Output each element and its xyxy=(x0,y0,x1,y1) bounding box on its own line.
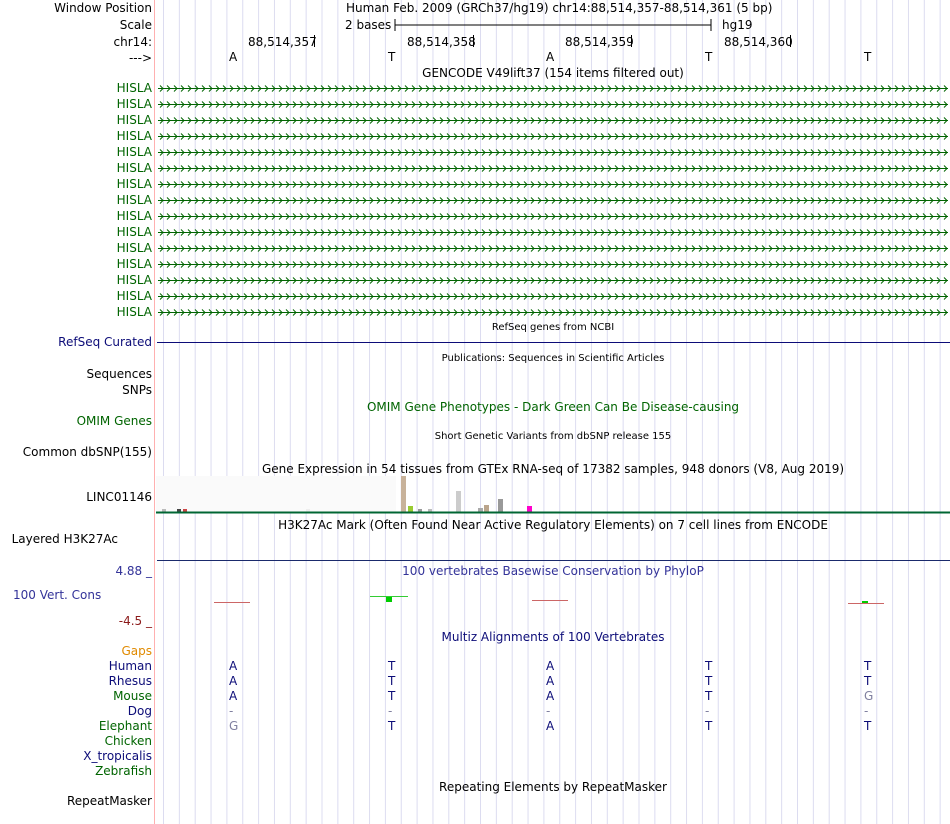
gencode-transcript-track[interactable] xyxy=(158,178,948,190)
alignment-base: - xyxy=(705,704,710,718)
ref-base-4[interactable]: T xyxy=(705,50,713,64)
position-tick-marks xyxy=(300,34,800,48)
alignment-base: G xyxy=(864,689,874,703)
gencode-item-label[interactable]: HISLA xyxy=(116,97,152,111)
alignment-base: - xyxy=(864,704,869,718)
ref-base-1[interactable]: A xyxy=(229,50,238,64)
multiz-track-title[interactable]: Multiz Alignments of 100 Vertebrates xyxy=(441,630,665,644)
ref-base-3[interactable]: A xyxy=(546,50,555,64)
dbsnp-track-title[interactable]: Short Genetic Variants from dbSNP release 155 xyxy=(434,431,672,442)
phylop-graph[interactable] xyxy=(200,594,900,608)
gencode-transcript-track[interactable] xyxy=(158,146,948,158)
gencode-item-label[interactable]: HISLA xyxy=(116,241,152,255)
window-position-label: Window Position xyxy=(54,1,152,15)
alignment-base: T xyxy=(705,659,713,673)
gencode-transcript-track[interactable] xyxy=(158,306,948,318)
gencode-track-title[interactable]: GENCODE V49lift37 (154 items filtered out) xyxy=(422,66,684,80)
gtex-graph-background xyxy=(156,476,396,512)
gencode-item-label[interactable]: HISLA xyxy=(116,177,152,191)
gencode-transcript-track[interactable] xyxy=(158,242,948,254)
ref-base-2[interactable]: T xyxy=(388,50,396,64)
assembly-position-text: Human Feb. 2009 (GRCh37/hg19) chr14:88,514,357-88,514,361 (5 bp) xyxy=(346,1,773,15)
alignment-base: A xyxy=(229,689,238,703)
phylop-label[interactable]: 100 Vert. Cons xyxy=(13,588,102,602)
gencode-transcript-track[interactable] xyxy=(158,226,948,238)
refseq-track-title[interactable]: RefSeq genes from NCBI xyxy=(491,322,615,333)
alignment-base: T xyxy=(864,719,872,733)
dbsnp-label[interactable]: Common dbSNP(155) xyxy=(22,445,152,459)
scale-value: 2 bases xyxy=(345,18,392,32)
gencode-item-label[interactable]: HISLA xyxy=(116,209,152,223)
repeatmasker-label[interactable]: RepeatMasker xyxy=(66,794,152,808)
species-label[interactable]: X_tropicalis xyxy=(83,749,152,763)
gencode-item-label[interactable]: HISLA xyxy=(116,161,152,175)
gencode-transcript-track[interactable] xyxy=(158,82,948,94)
position-tick-2: 88,514,358 xyxy=(407,35,476,49)
gaps-label[interactable]: Gaps xyxy=(121,644,152,658)
gtex-gene-label[interactable]: LINC01146 xyxy=(86,490,152,504)
species-label[interactable]: Dog xyxy=(127,704,152,718)
omim-track-title[interactable]: OMIM Gene Phenotypes - Dark Green Can Be Disease-causing xyxy=(366,400,740,414)
scale-bar xyxy=(393,18,713,32)
gencode-transcript-track[interactable] xyxy=(158,162,948,174)
position-tick-4: 88,514,360 xyxy=(724,35,793,49)
alignment-base: - xyxy=(229,704,234,718)
species-label[interactable]: Zebrafish xyxy=(95,764,152,778)
gencode-transcript-track[interactable] xyxy=(158,258,948,270)
gencode-transcript-track[interactable] xyxy=(158,290,948,302)
species-label[interactable]: Human xyxy=(108,659,152,673)
ref-base-5[interactable]: T xyxy=(864,50,872,64)
alignment-base: T xyxy=(705,674,713,688)
alignment-base: T xyxy=(864,674,872,688)
h3k27ac-track-title[interactable]: H3K27Ac Mark (Often Found Near Active Regulatory Elements) on 7 cell lines from ENCODE xyxy=(278,518,828,532)
alignment-base: G xyxy=(229,719,239,733)
gencode-item-label[interactable]: HISLA xyxy=(116,305,152,319)
alignment-base: T xyxy=(388,689,396,703)
gencode-item-label[interactable]: HISLA xyxy=(116,257,152,271)
publications-track-title[interactable]: Publications: Sequences in Scientific Articles xyxy=(441,353,665,364)
alignment-base: T xyxy=(705,719,713,733)
species-label[interactable]: Chicken xyxy=(104,734,152,748)
alignment-base: A xyxy=(546,659,555,673)
alignment-base: A xyxy=(546,674,555,688)
alignment-base: T xyxy=(705,689,713,703)
position-tick-3: 88,514,359 xyxy=(565,35,634,49)
phylop-min-value: -4.5 _ xyxy=(118,614,152,628)
gencode-item-label[interactable]: HISLA xyxy=(116,81,152,95)
alignment-base: T xyxy=(864,659,872,673)
repeatmasker-track-title[interactable]: Repeating Elements by RepeatMasker xyxy=(439,780,667,794)
gencode-item-label[interactable]: HISLA xyxy=(116,225,152,239)
publications-snps-label[interactable]: SNPs xyxy=(122,383,152,397)
gencode-transcript-track[interactable] xyxy=(158,194,948,206)
h3k27ac-label[interactable]: Layered H3K27Ac xyxy=(11,532,118,546)
phylop-bars xyxy=(214,596,884,604)
alignment-base: T xyxy=(388,719,396,733)
gencode-item-label[interactable]: HISLA xyxy=(116,273,152,287)
alignment-base: A xyxy=(546,689,555,703)
species-label[interactable]: Rhesus xyxy=(108,674,152,688)
alignment-base: A xyxy=(229,674,238,688)
gtex-expression-graph[interactable] xyxy=(156,476,950,516)
gencode-item-label[interactable]: HISLA xyxy=(116,129,152,143)
alignment-base: T xyxy=(388,659,396,673)
phylop-max-value: 4.88 _ xyxy=(115,564,152,578)
gencode-item-label[interactable]: HISLA xyxy=(116,113,152,127)
strand-label: ---> xyxy=(128,51,152,65)
alignment-base: A xyxy=(229,659,238,673)
alignment-base: - xyxy=(388,704,393,718)
gencode-item-label[interactable]: HISLA xyxy=(116,145,152,159)
refseq-gene-line[interactable] xyxy=(157,342,950,343)
position-tick-1: 88,514,357 xyxy=(248,35,317,49)
species-label[interactable]: Elephant xyxy=(98,719,152,733)
alignment-base: T xyxy=(388,674,396,688)
species-label[interactable]: Mouse xyxy=(113,689,152,703)
phylop-track-title[interactable]: 100 vertebrates Basewise Conservation by PhyloP xyxy=(402,564,704,578)
gencode-transcript-track[interactable] xyxy=(158,130,948,142)
publications-sequences-label[interactable]: Sequences xyxy=(86,367,152,381)
gencode-transcript-track[interactable] xyxy=(158,210,948,222)
alignment-base: - xyxy=(546,704,551,718)
omim-label[interactable]: OMIM Genes xyxy=(76,414,152,428)
scale-db: hg19 xyxy=(722,18,753,32)
gencode-item-label[interactable]: HISLA xyxy=(116,289,152,303)
gencode-transcript-track[interactable] xyxy=(158,274,948,286)
alignment-base: A xyxy=(546,719,555,733)
scale-label: Scale xyxy=(119,18,152,32)
gencode-item-label[interactable]: HISLA xyxy=(116,193,152,207)
h3k27ac-baseline xyxy=(157,560,950,561)
gencode-transcript-track[interactable] xyxy=(158,98,948,110)
chrom-label: chr14: xyxy=(113,35,152,49)
gencode-transcript-track[interactable] xyxy=(158,114,948,126)
refseq-label[interactable]: RefSeq Curated xyxy=(58,335,152,349)
gtex-track-title[interactable]: Gene Expression in 54 tissues from GTEx RNA-seq of 17382 samples, 948 donors (V8, Aug 2019) xyxy=(261,462,845,476)
